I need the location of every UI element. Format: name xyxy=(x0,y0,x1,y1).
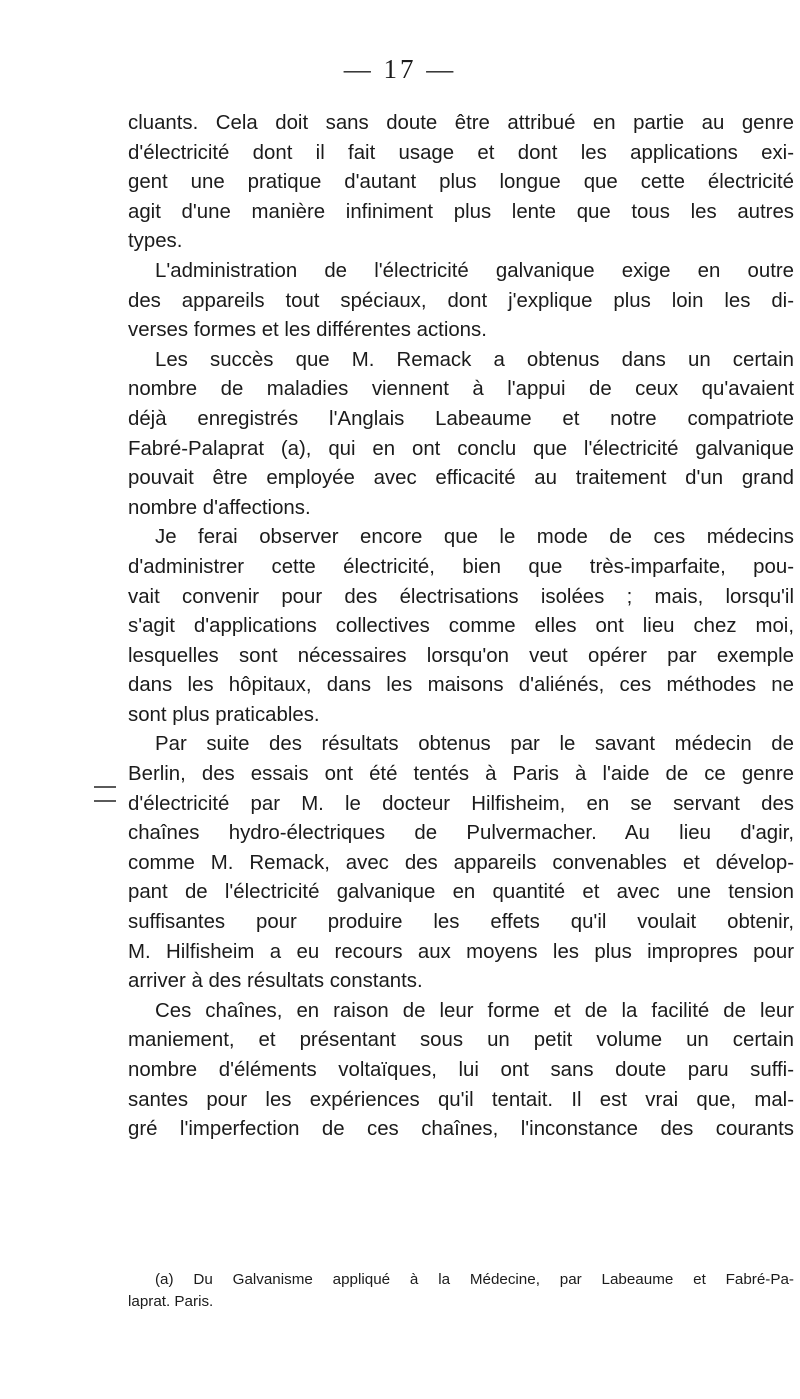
footnote-line: laprat. Paris. xyxy=(128,1293,214,1310)
text-line: sont plus praticables. xyxy=(128,703,320,726)
text-line: chaînes hydro-électriques de Pulvermacher. Au lieu d'agir, xyxy=(128,822,794,845)
text-line: d'administrer cette électricité, bien que très-imparfaite, pou- xyxy=(128,555,794,578)
text-line: Je ferai observer encore que le mode de ces médecins xyxy=(155,526,794,549)
text-line: nombre d'affections. xyxy=(128,496,311,519)
text-line: Ces chaînes, en raison de leur forme et de la facilité de leur xyxy=(155,999,794,1022)
text-line: d'électricité par M. le docteur Hilfisheim, en se servant des xyxy=(128,792,794,815)
text-line: des appareils tout spéciaux, dont j'explique plus loin les di- xyxy=(128,289,794,312)
text-line: Fabré-Palaprat (a), qui en ont conclu que l'électricité galvanique xyxy=(128,437,794,460)
text-line: d'électricité dont il fait usage et dont les applications exi- xyxy=(128,141,794,164)
text-line: nombre d'éléments voltaïques, lui ont sans doute paru suffi- xyxy=(128,1059,794,1081)
footnote-line: (a) Du Galvanisme appliqué à la Médecine, par Labeaume et Fabré-Pa- xyxy=(155,1271,794,1288)
text-line: types. xyxy=(128,230,183,253)
text-line: Les succès que M. Remack a obtenus dans un certain xyxy=(155,348,794,371)
margin-mark xyxy=(94,786,116,802)
page-number: — 17 — xyxy=(343,54,457,84)
text-line: lesquelles sont nécessaires lorsqu'on veut opérer par exemple xyxy=(128,644,794,667)
text-line: s'agit d'applications collectives comme elles ont lieu chez moi, xyxy=(128,615,794,638)
text-line: M. Hilfisheim a eu recours aux moyens les plus impropres pour xyxy=(128,940,794,963)
text-line: Berlin, des essais ont été tentés à Paris à l'aide de ce genre xyxy=(128,763,794,786)
text-line: pouvait être employée avec efficacité au traitement d'un grand xyxy=(128,467,794,490)
footnotes xyxy=(128,1269,794,1313)
text-line: maniement, et présentant sous un petit volume un certain xyxy=(128,1029,794,1052)
text-line: vait convenir pour des électrisations isolées ; mais, lorsqu'il xyxy=(128,585,794,608)
text-line: santes pour les expériences qu'il tentait. Il est vrai que, mal- xyxy=(128,1088,794,1111)
text-line: dans les hôpitaux, dans les maisons d'aliénés, ces méthodes ne xyxy=(128,674,794,697)
text-line: suffisantes pour produire les effets qu'il voulait obtenir, xyxy=(128,911,794,934)
text-line: gent une pratique d'autant plus longue que cette électricité xyxy=(128,171,794,194)
text-line: nombre de maladies viennent à l'appui de ceux qu'avaient xyxy=(128,378,794,401)
body-text xyxy=(128,109,794,1145)
text-line: gré l'imperfection de ces chaînes, l'inconstance des courants xyxy=(128,1118,794,1141)
text-line: cluants. Cela doit sans doute être attribué en partie au genre xyxy=(128,112,794,134)
text-line: verses formes et les différentes actions. xyxy=(128,319,487,342)
text-line: pant de l'électricité galvanique en quantité et avec une tension xyxy=(128,881,794,904)
text-line: arriver à des résultats constants. xyxy=(128,970,423,993)
text-line: L'administration de l'électricité galvanique exige en outre xyxy=(155,259,794,282)
text-line: déjà enregistrés l'Anglais Labeaume et notre compatriote xyxy=(128,407,794,430)
text-line: agit d'une manière infiniment plus lente que tous les autres xyxy=(128,200,794,223)
text-line: Par suite des résultats obtenus par le savant médecin de xyxy=(155,733,794,756)
text-line: comme M. Remack, avec des appareils convenables et dévelop- xyxy=(128,851,794,874)
